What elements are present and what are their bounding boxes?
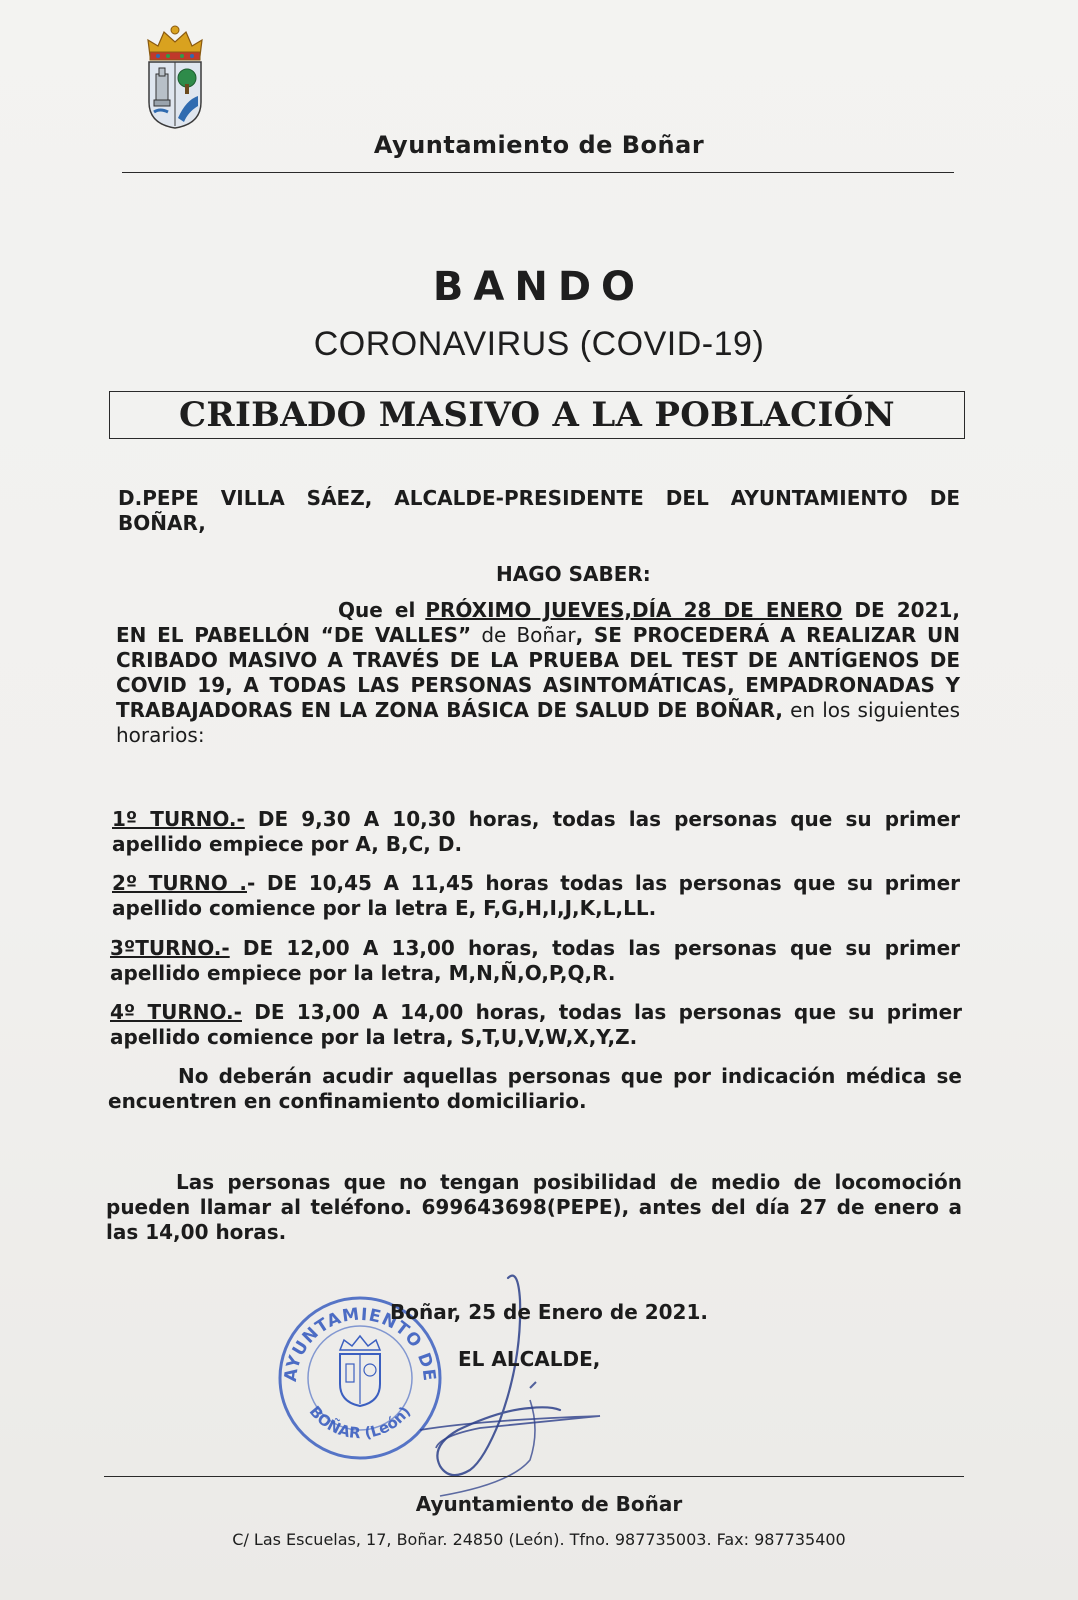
transport-paragraph: Las personas que no tengan posibilidad de medio de locomoción pueden llamar al teléfono. 699643698(PEPE), antes del día 27 de enero a las 14,00 horas. [106, 1170, 962, 1244]
turno-1-label: 1º TURNO.- [112, 807, 245, 831]
footer-title: Ayuntamiento de Boñar [415, 1492, 683, 1516]
announcement-after-date: DE [842, 598, 885, 622]
turno-2-text: - DE 10,45 A 11,45 horas todas las personas que su primer apellido comience por la letra E, F,G,H,I,J,K,L,LL. [112, 871, 961, 920]
turno-4-text: DE 13,00 A 14,00 horas, todas las personas que su primer apellido comience por la letra, S,T,U,V,W,X,Y,Z. [110, 1000, 963, 1049]
notice-paragraph: No deberán acudir aquellas personas que por indicación médica se encuentren en confinamiento domiciliario. [108, 1064, 962, 1113]
stamp-text-bottom: BOÑAR (León) [305, 1402, 415, 1443]
announcement-place: de Boñar [471, 623, 576, 647]
turno-3-text: DE 12,00 A 13,00 horas, todas las personas que su primer apellido empiece por la letra, M,N,Ñ,O,P,Q,R. [110, 936, 960, 985]
coat-of-arms-icon [140, 22, 210, 130]
announcement-date: PRÓXIMO JUEVES,DÍA 28 DE ENERO [425, 598, 843, 622]
turno-4 [110, 1000, 962, 1050]
announcement-year: 2021, EN EL PABELLÓN “DE VALLES” [116, 598, 960, 647]
turno-2-label: 2º TURNO . [112, 871, 247, 895]
turno-2 [112, 871, 960, 921]
announcement-body: , SE PROCEDERÁ A REALIZAR UN CRIBADO MASIVO A TRAVÉS DE LA PRUEBA DEL TEST DE ANTÍGENOS DE COVID 19, A TODAS LAS PERSONAS ASINTOMÁTICAS, EMPADRONADAS Y TRABAJADORAS EN LA ZONA BÁSICA DE SALUD DE BOÑAR, [116, 623, 961, 722]
footer-divider [104, 1476, 964, 1477]
stamp-text-top: AYUNTAMIENTO DE [280, 1304, 440, 1383]
turno-1 [112, 807, 960, 857]
signoff-date: Boñar, 25 de Enero de 2021. [390, 1300, 708, 1324]
header-title: Ayuntamiento de Boñar [373, 131, 705, 159]
hago-saber: HAGO SABER: [496, 562, 651, 586]
announcement-tail: en los siguientes horarios: [116, 698, 961, 747]
intro-line-2: BOÑAR, [118, 511, 206, 535]
subtitle: CORONAVIRUS (COVID-19) [313, 325, 765, 363]
turno-4-label: 4º TURNO.- [110, 1000, 242, 1024]
bando-heading: BANDO [432, 264, 646, 310]
boxed-title: CRIBADO MASIVO A LA POBLACIÓN [109, 391, 965, 439]
footer-address: C/ Las Escuelas, 17, Boñar. 24850 (León). Tfno. 987735003. Fax: 987735400 [232, 1530, 846, 1549]
intro-line-1: D.PEPE VILLA SÁEZ, ALCALDE-PRESIDENTE DEL AYUNTAMIENTO DE [118, 486, 960, 510]
announcement-paragraph [116, 598, 960, 748]
turno-3-label: 3ºTURNO.- [110, 936, 230, 960]
header-divider [122, 172, 954, 173]
signoff-role: EL ALCALDE, [458, 1347, 601, 1371]
turno-3 [110, 936, 960, 986]
announcement-lead: Que el [338, 598, 416, 622]
turno-1-text: DE 9,30 A 10,30 horas, todas las personas que su primer apellido empiece por A, B,C, D. [112, 807, 961, 856]
